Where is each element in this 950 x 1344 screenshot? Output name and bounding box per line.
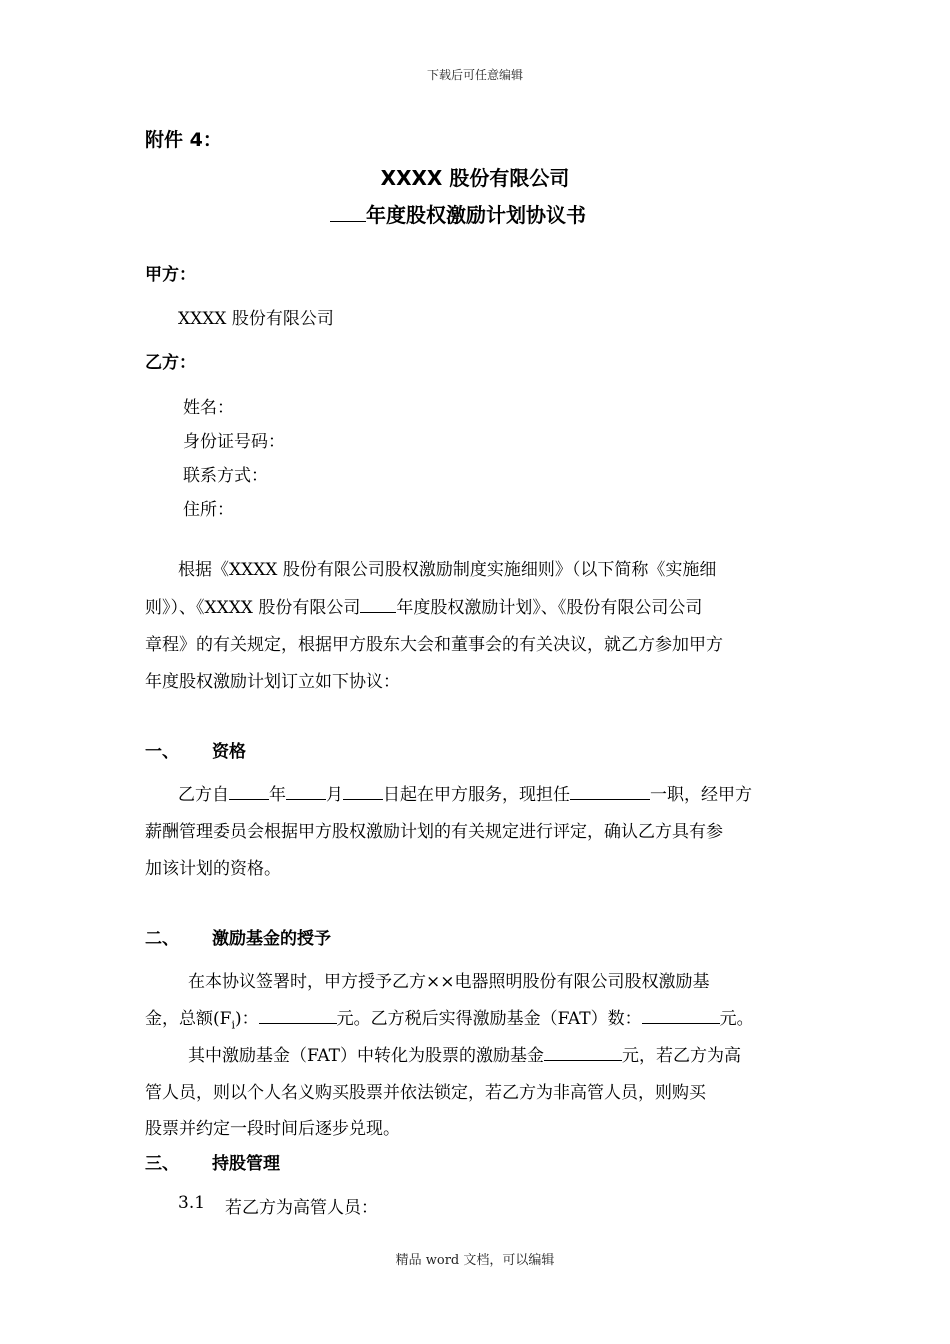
blank-start-month <box>286 785 326 800</box>
section-1-line-1 <box>178 780 752 805</box>
title-company: XXXX 股份有限公司 <box>380 166 570 190</box>
item-3-1-text: 若乙方为高管人员： <box>225 1198 378 1218</box>
intro-line-2a: 则》）、《XXXX 股份有限公司 <box>145 598 361 618</box>
section-2-title: 激励基金的授予 <box>212 929 331 949</box>
section-3-title: 持股管理 <box>212 1154 280 1174</box>
s2-l2-a: 金，总额(F <box>145 1009 232 1029</box>
field-address: 住所： <box>183 500 234 520</box>
section-2-line-3 <box>188 1041 741 1066</box>
blank-stock-fund <box>544 1046 622 1061</box>
party-a-label: 甲方： <box>145 265 196 285</box>
s1-text-d: 日起在甲方服务，现担任 <box>383 785 570 805</box>
field-contact: 联系方式： <box>183 466 268 486</box>
annex-label: 附件 4： <box>145 129 222 151</box>
s2-l3-b: 元，若乙方为高 <box>622 1046 742 1066</box>
party-a-name: XXXX 股份有限公司 <box>178 309 334 329</box>
blank-fat-amount <box>642 1009 720 1024</box>
s2-l3-a: 其中激励基金（FAT）中转化为股票的激励基金 <box>188 1046 545 1066</box>
title-agreement-text: 年度股权激励计划协议书 <box>366 203 586 227</box>
title-agreement <box>330 199 586 228</box>
blank-position <box>570 785 650 800</box>
page-header: 下载后可任意编辑 <box>426 68 523 82</box>
s2-l2-d: 元。 <box>719 1009 754 1029</box>
s2-l2-c: 元。乙方税后实得激励基金（FAT）数： <box>336 1009 642 1029</box>
s2-l2-sub: i <box>231 1018 235 1032</box>
item-3-1-number: 3.1 <box>178 1193 206 1213</box>
section-2-line-5: 股票并约定一段时间后逐步兑现。 <box>145 1119 400 1139</box>
section-1-title: 资格 <box>212 742 246 762</box>
blank-total-amount <box>259 1009 337 1024</box>
section-2-line-2 <box>145 1004 754 1031</box>
section-2-line-1: 在本协议签署时，甲方授予乙方××电器照明股份有限公司股权激励基 <box>188 972 710 992</box>
blank-start-year <box>229 785 269 800</box>
s1-text-c: 月 <box>326 785 343 805</box>
intro-line-1: 根据《XXXX 股份有限公司股权激励制度实施细则》（以下简称《实施细 <box>178 560 717 580</box>
intro-line-2 <box>145 593 702 618</box>
section-1-line-2: 薪酬管理委员会根据甲方股权激励计划的有关规定进行评定，确认乙方具有参 <box>145 822 723 842</box>
section-1-line-3: 加该计划的资格。 <box>145 859 281 879</box>
blank-year-2 <box>360 598 396 613</box>
s1-text-b: 年 <box>269 785 286 805</box>
section-2-number: 二、 <box>145 929 179 949</box>
s1-text-a: 乙方自 <box>178 785 229 805</box>
section-2-line-4: 管人员，则以个人名义购买股票并依法锁定，若乙方为非高管人员，则购买 <box>145 1083 706 1103</box>
page-footer: 精品 word 文档，可以编辑 <box>395 1253 555 1268</box>
field-id-number: 身份证号码： <box>183 432 285 452</box>
blank-start-day <box>343 785 383 800</box>
intro-line-4: 年度股权激励计划订立如下协议： <box>145 672 400 692</box>
field-name: 姓名： <box>183 398 234 418</box>
blank-year <box>330 207 366 222</box>
s1-text-e: 一职，经甲方 <box>650 785 752 805</box>
section-3-number: 三、 <box>145 1154 179 1174</box>
section-1-number: 一、 <box>145 742 179 762</box>
intro-line-2b: 年度股权激励计划》、《股份有限公司公司 <box>396 598 703 618</box>
intro-line-3: 章程》的有关规定，根据甲方股东大会和董事会的有关决议，就乙方参加甲方 <box>145 635 723 655</box>
s2-l2-b: )： <box>234 1009 259 1029</box>
party-b-label: 乙方： <box>145 353 196 373</box>
